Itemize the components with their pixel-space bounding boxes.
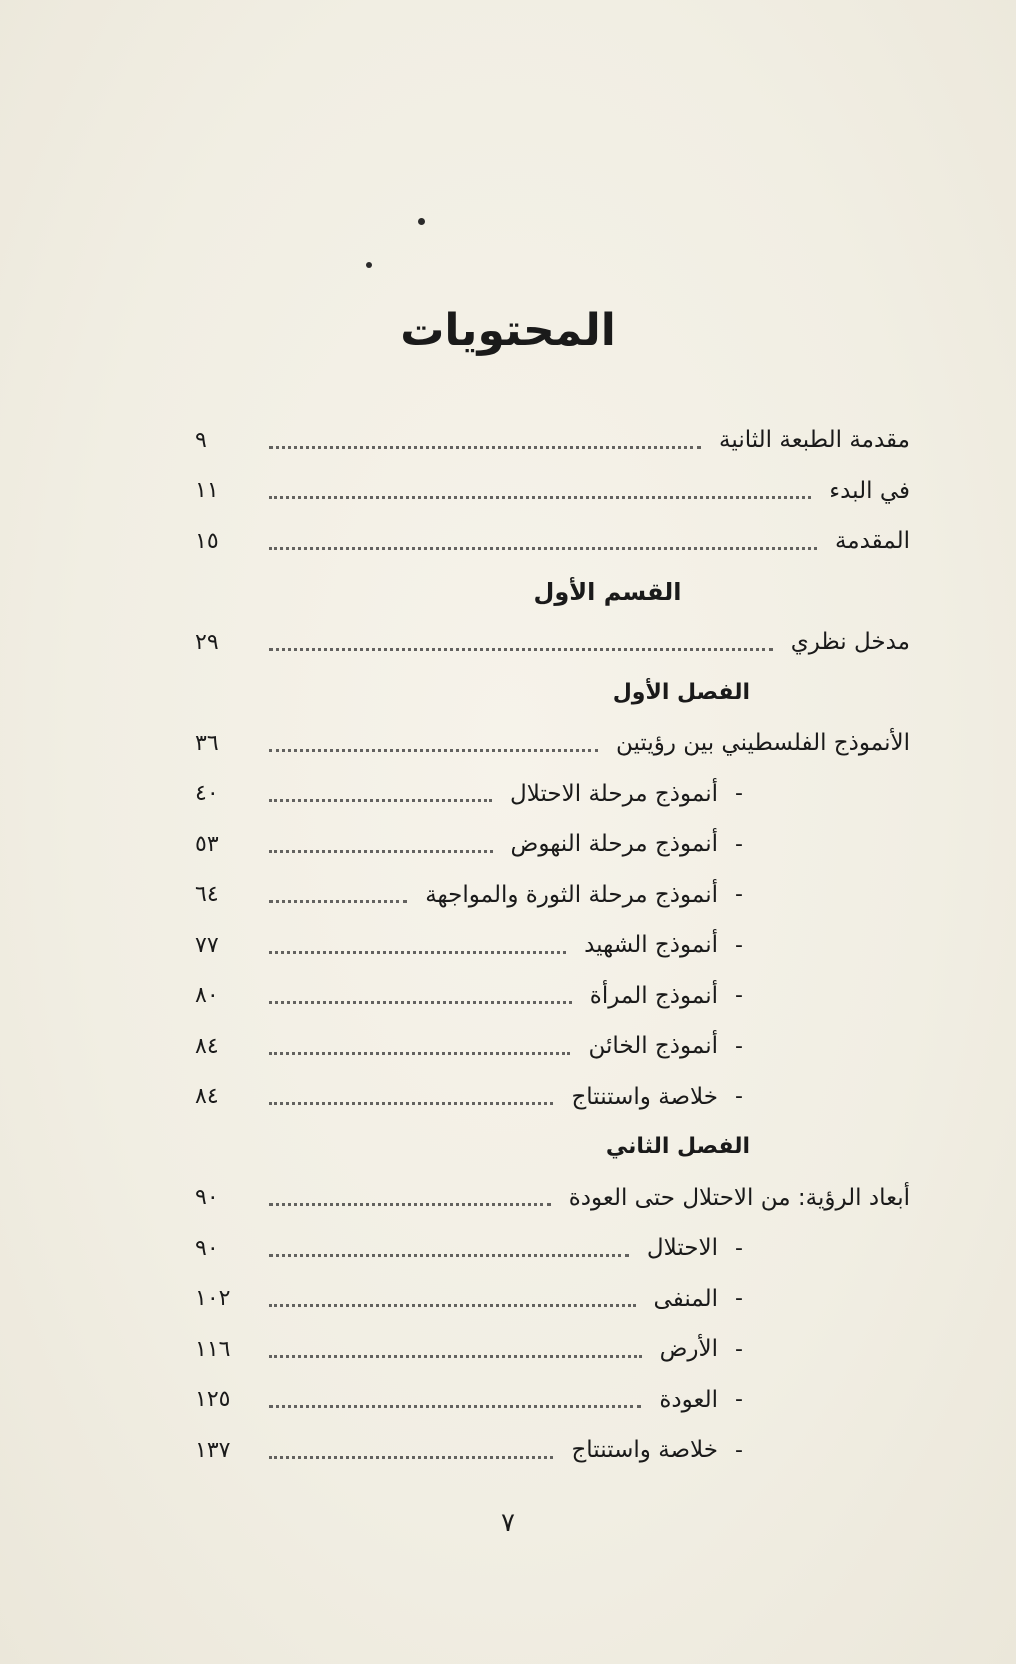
toc-row xyxy=(195,466,910,517)
entry-page-number: ١١٦ xyxy=(195,1336,231,1362)
entry-page-number: ٦٤ xyxy=(195,882,219,908)
toc-entry xyxy=(195,1072,910,1123)
toc-entry xyxy=(195,1324,910,1375)
entry-label: في البدء xyxy=(829,477,910,504)
entry-dash: - xyxy=(735,1235,743,1261)
entry-label: المنفى xyxy=(653,1285,718,1312)
toc-entry xyxy=(195,718,910,769)
toc-entry xyxy=(195,1274,910,1325)
entry-dash: - xyxy=(735,1387,743,1413)
entry-page-number: ١١ xyxy=(195,478,219,504)
entry-dash: - xyxy=(735,932,743,958)
toc-entry xyxy=(195,971,910,1022)
entry-page-number: ٣٦ xyxy=(195,730,219,756)
entry-dash: - xyxy=(735,1286,743,1312)
page-number: ٧ xyxy=(501,1508,515,1538)
toc-entry xyxy=(195,1173,910,1224)
entry-dash: - xyxy=(735,882,743,908)
entry-label: خلاصة واستنتاج xyxy=(571,1083,718,1110)
entry-page-number: ٩ xyxy=(195,427,207,453)
dot-leader xyxy=(269,1183,551,1206)
entry-page-number: ٧٧ xyxy=(195,932,219,958)
toc-title: المحتويات xyxy=(400,305,616,356)
entry-page-number: ٥٣ xyxy=(195,831,219,857)
toc-entry xyxy=(195,920,910,971)
entry-label: الأنموذج الفلسطيني بين رؤيتين xyxy=(615,730,910,757)
entry-page-number: ٨٠ xyxy=(195,983,219,1009)
entry-label: أبعاد الرؤية: من الاحتلال حتى العودة xyxy=(568,1184,910,1211)
dot-leader xyxy=(269,830,493,853)
dot-leader xyxy=(269,1032,570,1055)
entry-label: مدخل نظري xyxy=(790,629,910,656)
chapter-heading: الفصل الأول xyxy=(612,679,750,705)
dot-leader xyxy=(269,1436,553,1459)
entry-dash: - xyxy=(735,1336,743,1362)
entry-label: أنموذج المرأة xyxy=(589,982,718,1009)
entry-page-number: ١٣٧ xyxy=(195,1437,231,1463)
toc-row xyxy=(195,920,910,971)
table-of-contents xyxy=(195,415,910,1476)
entry-page-number: ١٥ xyxy=(195,528,219,554)
toc-entry xyxy=(195,1021,910,1072)
entry-label: أنموذج مرحلة الثورة والمواجهة xyxy=(425,881,718,908)
entry-label: أنموذج الشهيد xyxy=(584,932,718,959)
dot-leader xyxy=(269,779,492,802)
toc-row xyxy=(195,516,910,567)
dot-leader xyxy=(269,527,817,550)
entry-label: أنموذج مرحلة النهوض xyxy=(510,831,718,858)
entry-page-number: ٢٩ xyxy=(195,629,219,655)
toc-entry xyxy=(195,617,910,668)
entry-label: أنموذج الخائن xyxy=(588,1033,718,1060)
dot-leader xyxy=(269,880,407,903)
toc-row xyxy=(195,870,910,921)
toc-entry xyxy=(195,819,910,870)
dot-leader xyxy=(269,628,773,651)
entry-dash: - xyxy=(735,1084,743,1110)
entry-dash: - xyxy=(735,1033,743,1059)
ink-speck xyxy=(366,262,372,268)
entry-dash: - xyxy=(735,983,743,1009)
toc-row xyxy=(195,617,910,668)
dot-leader xyxy=(269,1335,642,1358)
toc-entry xyxy=(195,870,910,921)
dot-leader xyxy=(269,729,598,752)
entry-page-number: ١٠٢ xyxy=(195,1286,231,1312)
dot-leader xyxy=(269,981,572,1004)
entry-label: مقدمة الطبعة الثانية xyxy=(719,427,910,454)
chapter-heading: الفصل الثاني xyxy=(605,1134,750,1159)
toc-entry xyxy=(195,1223,910,1274)
entry-dash: - xyxy=(735,781,743,807)
entry-label: خلاصة واستنتاج xyxy=(571,1437,718,1464)
toc-row xyxy=(195,1425,910,1476)
toc-row xyxy=(195,819,910,870)
toc-row xyxy=(195,567,910,618)
toc-entry xyxy=(195,415,910,466)
dot-leader xyxy=(269,1284,636,1307)
dot-leader xyxy=(269,426,701,449)
toc-row xyxy=(195,769,910,820)
toc-row xyxy=(195,1223,910,1274)
entry-page-number: ٨٤ xyxy=(195,1084,219,1110)
entry-page-number: ٤٠ xyxy=(195,781,219,807)
entry-label: الاحتلال xyxy=(646,1235,718,1262)
toc-row xyxy=(195,415,910,466)
toc-entry xyxy=(195,516,910,567)
ink-speck xyxy=(418,218,425,225)
toc-row xyxy=(195,1324,910,1375)
entry-label: أنموذج مرحلة الاحتلال xyxy=(510,780,718,807)
entry-page-number: ٨٤ xyxy=(195,1033,219,1059)
toc-row xyxy=(195,1072,910,1123)
entry-page-number: ٩٠ xyxy=(195,1185,219,1211)
toc-row xyxy=(195,1122,910,1173)
toc-row xyxy=(195,718,910,769)
entry-dash: - xyxy=(735,831,743,857)
toc-entry xyxy=(195,769,910,820)
toc-row xyxy=(195,971,910,1022)
dot-leader xyxy=(269,931,566,954)
toc-row xyxy=(195,1375,910,1426)
dot-leader xyxy=(269,1234,629,1257)
part-heading: القسم الأول xyxy=(533,577,682,606)
toc-row xyxy=(195,668,910,719)
toc-entry xyxy=(195,466,910,517)
dot-leader xyxy=(269,1082,553,1105)
entry-label: العودة xyxy=(659,1386,718,1413)
toc-entry xyxy=(195,1425,910,1476)
entry-dash: - xyxy=(735,1437,743,1463)
entry-label: المقدمة xyxy=(834,528,910,555)
toc-row xyxy=(195,1173,910,1224)
entry-page-number: ١٢٥ xyxy=(195,1387,231,1413)
entry-label: الأرض xyxy=(659,1336,718,1363)
dot-leader xyxy=(269,476,811,499)
toc-row xyxy=(195,1274,910,1325)
dot-leader xyxy=(269,1385,641,1408)
entry-page-number: ٩٠ xyxy=(195,1235,219,1261)
toc-row xyxy=(195,1021,910,1072)
toc-entry xyxy=(195,1375,910,1426)
